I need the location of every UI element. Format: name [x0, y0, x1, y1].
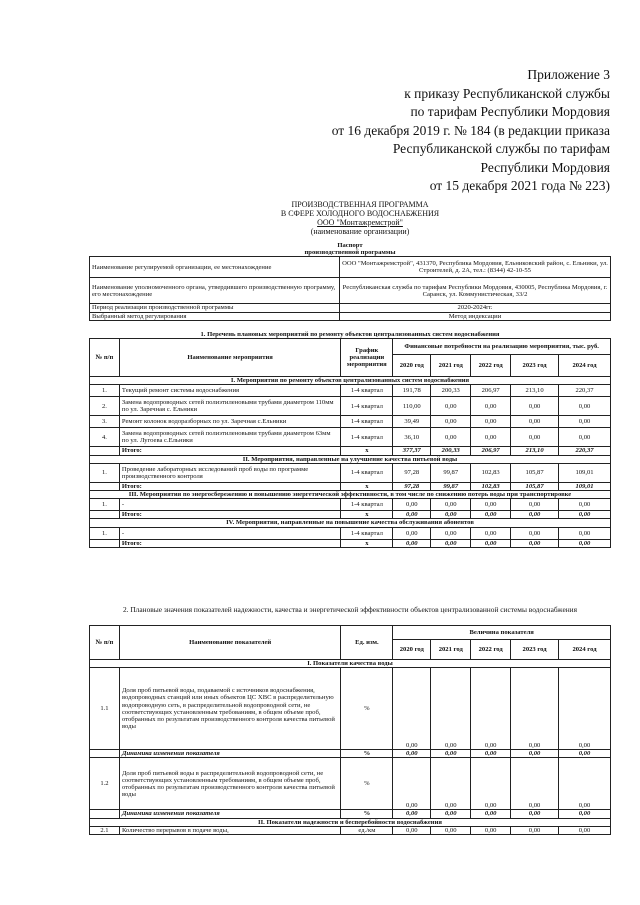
passport-value: Республиканская служба по тарифам Республики Мордовия, 430005, Республика Мордовия, г. Саранск, ул. Коммунистическая, 33/2: [340, 278, 611, 304]
total-row: [90, 539, 611, 547]
indicators-table: [89, 625, 611, 835]
value-cell: 0,00: [559, 668, 611, 750]
value-cell: 102,83: [471, 463, 511, 482]
schedule-cell: х: [341, 539, 393, 547]
row-num: 1.: [90, 499, 120, 511]
appendix-header: [250, 66, 610, 196]
year-header: 2020 год: [393, 355, 431, 377]
schedule-cell: х: [341, 447, 393, 455]
value-cell: 0,00: [511, 668, 559, 750]
empty-cell: [90, 810, 120, 818]
dynamics-cell: 0,00: [431, 810, 471, 818]
value-cell: 0,00: [559, 826, 611, 834]
schedule-cell: 1-4 квартал: [341, 385, 393, 397]
schedule-cell: 1-4 квартал: [341, 499, 393, 511]
total-value: 0,00: [559, 511, 611, 519]
value-cell: 39,49: [393, 416, 431, 428]
value-cell: 0,00: [393, 826, 431, 834]
value-cell: 0,00: [471, 428, 511, 447]
appendix-line: к приказу Республиканской службы: [404, 85, 610, 101]
program-title: ПРОИЗВОДСТВЕННАЯ ПРОГРАММА: [291, 200, 429, 209]
year-header: 2021 год: [431, 640, 471, 660]
row-num: 1.: [90, 527, 120, 539]
total-label: Итого:: [119, 482, 340, 490]
dynamics-label: Динамика изменения показателя: [119, 750, 341, 758]
row-num: 1.1: [90, 668, 120, 750]
value-cell: 0,00: [431, 397, 471, 416]
col-finance-header: Финансовые потребности на реализацию мероприятия, тыс. руб.: [393, 339, 611, 355]
section-1-title: 1. Перечень плановых мероприятий по ремонту объектов централизованных систем водоснабжения: [90, 331, 611, 339]
value-cell: 191,78: [393, 385, 431, 397]
appendix-line: Приложение 3: [527, 67, 610, 82]
value-cell: 0,00: [559, 428, 611, 447]
col-num-header: № п/п: [90, 339, 120, 377]
value-cell: 0,00: [511, 416, 559, 428]
group-title: IV. Мероприятия, направленные на повышение качества обслуживания абонентов: [90, 519, 611, 527]
total-label: Итого:: [119, 511, 340, 519]
table-row: [90, 397, 611, 416]
value-cell: 0,00: [471, 758, 511, 810]
total-value: 102,83: [471, 482, 511, 490]
passport-label: Наименование регулируемой организации, ее местонахождение: [90, 257, 340, 278]
total-value: 0,00: [471, 539, 511, 547]
year-header: 2022 год: [471, 355, 511, 377]
passport-table: [89, 242, 611, 321]
value-cell: 0,00: [431, 527, 471, 539]
measure-name: -: [119, 527, 340, 539]
total-value: 0,00: [431, 539, 471, 547]
passport-title: Паспорт: [337, 242, 363, 249]
group-title: I. Показатели качества воды: [90, 660, 611, 668]
row-num: 2.: [90, 397, 120, 416]
col-name-header: Наименование мероприятия: [119, 339, 340, 377]
schedule-cell: х: [341, 482, 393, 490]
appendix-line: от 16 декабря 2019 г. № 184 (в редакции приказа: [331, 122, 610, 138]
table-row: [90, 416, 611, 428]
table-row: [90, 527, 611, 539]
program-subtitle: В СФЕРЕ ХОЛОДНОГО ВОДОСНАБЖЕНИЯ: [280, 209, 440, 218]
schedule-cell: 1-4 квартал: [341, 428, 393, 447]
col-num-header: № п/п: [90, 626, 120, 660]
dynamics-unit: %: [341, 750, 393, 758]
measure-name: Текущий ремонт системы водоснабжения: [119, 385, 340, 397]
row-num: 4.: [90, 428, 120, 447]
year-header: 2023 год: [511, 640, 559, 660]
passport-label: Наименование уполномоченного органа, утвердившего производственную программу, его местонахождение: [90, 278, 340, 304]
value-cell: 0,00: [559, 527, 611, 539]
value-cell: 99,87: [431, 463, 471, 482]
row-num: 1.2: [90, 758, 120, 810]
total-row: [90, 482, 611, 490]
col-name-header: Наименование показателей: [119, 626, 341, 660]
value-cell: 0,00: [511, 428, 559, 447]
value-cell: 0,00: [511, 397, 559, 416]
value-cell: 0,00: [471, 416, 511, 428]
total-row: [90, 447, 611, 455]
measure-name: Проведение лабораторных исследований проб воды по программе производственного контроля: [119, 463, 340, 482]
dynamics-cell: 0,00: [559, 750, 611, 758]
measures-table: [89, 331, 611, 548]
value-cell: 0,00: [431, 758, 471, 810]
value-cell: 0,00: [431, 826, 471, 834]
value-cell: 0,00: [471, 826, 511, 834]
value-cell: 110,00: [393, 397, 431, 416]
organization-caption: (наименование организации): [310, 227, 410, 236]
appendix-line: Республики Мордовия: [480, 159, 610, 175]
indicator-name: Доля проб питьевой воды, подаваемой с источников водоснабжения, водопроводных станций или иных объектов ЦС ХВС в распределительную водопроводную сеть, в распределительной водопроводной сети, не соответствующих установленным требованиям, в общем объеме проб, отобранных по результатам производственного контроля качества питьевой воды: [119, 668, 341, 750]
dynamics-cell: 0,00: [431, 750, 471, 758]
empty-cell: [90, 539, 120, 547]
value-cell: 105,87: [511, 463, 559, 482]
dynamics-cell: 0,00: [511, 810, 559, 818]
total-value: 0,00: [471, 511, 511, 519]
table-row: [90, 428, 611, 447]
col-value-header: Величина показателя: [393, 626, 611, 640]
indicator-unit: %: [341, 668, 393, 750]
dynamics-label: Динамика изменения показателя: [119, 810, 341, 818]
indicator-name: Доля проб питьевой воды в распределительной водопроводной сети, не соответствующих установленным требованиям, в общем объеме проб, отобранных по результатам производственного контроля качества питьевой воды: [119, 758, 341, 810]
row-num: 1.: [90, 385, 120, 397]
table-row: [90, 385, 611, 397]
group-title: II. Показатели надежности и бесперебойности водоснабжения: [90, 818, 611, 826]
dynamics-cell: 0,00: [511, 750, 559, 758]
total-value: 109,01: [559, 482, 611, 490]
year-header: 2024 год: [559, 640, 611, 660]
appendix-line: от 15 декабря 2021 года № 223): [429, 178, 610, 193]
program-header: [40, 200, 640, 236]
schedule-cell: 1-4 квартал: [341, 527, 393, 539]
value-cell: 0,00: [471, 668, 511, 750]
value-cell: 220,37: [559, 385, 611, 397]
year-header: 2024 год: [559, 355, 611, 377]
value-cell: 0,00: [511, 826, 559, 834]
total-value: 105,87: [511, 482, 559, 490]
value-cell: 0,00: [393, 668, 431, 750]
total-value: 0,00: [393, 539, 431, 547]
dynamics-unit: %: [341, 810, 393, 818]
value-cell: 97,28: [393, 463, 431, 482]
indicator-unit: ед./км: [341, 826, 393, 834]
total-value: 0,00: [393, 511, 431, 519]
measure-name: -: [119, 499, 340, 511]
year-header: 2021 год: [431, 355, 471, 377]
measure-name: Замена водопроводных сетей полиэтиленовыми трубами диаметром 63мм по ул. Лугоева с.Ельники: [119, 428, 340, 447]
row-num: 1.: [90, 463, 120, 482]
value-cell: 0,00: [431, 499, 471, 511]
group-title: I. Мероприятия по ремонту объектов централизованных систем водоснабжения: [90, 377, 611, 385]
empty-cell: [90, 750, 120, 758]
value-cell: 0,00: [393, 758, 431, 810]
total-value: 0,00: [431, 511, 471, 519]
dynamics-cell: 0,00: [559, 810, 611, 818]
total-value: 0,00: [559, 539, 611, 547]
schedule-cell: 1-4 квартал: [341, 397, 393, 416]
value-cell: 0,00: [471, 499, 511, 511]
total-row: [90, 511, 611, 519]
value-cell: 0,00: [393, 527, 431, 539]
measure-name: Ремонт колонок водоразборных по ул. Заречная с.Ельники: [119, 416, 340, 428]
measure-name: Замена водопроводных сетей полиэтиленовыми трубами диаметром 110мм по ул. Заречная с. Ельники: [119, 397, 340, 416]
passport-value: Метод индексации: [340, 312, 611, 320]
passport-value: ООО "Монтажремстрой", 431370, Республика Мордовия, Ельниковский район, с. Ельники, ул. Строителей, д. 2А, тел.: (8344) 42-10-55: [340, 257, 611, 278]
value-cell: 0,00: [431, 416, 471, 428]
row-num: 2.1: [90, 826, 120, 834]
value-cell: 0,00: [431, 668, 471, 750]
total-value: 0,00: [511, 511, 559, 519]
passport-subtitle: производственной программы: [90, 249, 611, 257]
schedule-cell: 1-4 квартал: [341, 463, 393, 482]
group-title: III. Мероприятия по энергосбережению и повышению энергетической эффективности, в том числе по снижению потерь воды при транспортировке: [90, 491, 611, 499]
value-cell: 213,10: [511, 385, 559, 397]
value-cell: 0,00: [559, 416, 611, 428]
row-num: 3.: [90, 416, 120, 428]
dynamics-cell: 0,00: [471, 810, 511, 818]
dynamics-cell: 0,00: [393, 750, 431, 758]
total-label: Итого:: [119, 447, 340, 455]
total-value: 206,97: [471, 447, 511, 455]
value-cell: 0,00: [511, 527, 559, 539]
col-schedule-header: График реализации мероприятия: [341, 339, 393, 377]
empty-cell: [90, 511, 120, 519]
indicator-unit: %: [341, 758, 393, 810]
value-cell: 109,01: [559, 463, 611, 482]
year-header: 2022 год: [471, 640, 511, 660]
passport-label: Выбранный метод регулирования: [90, 312, 340, 320]
section-2-title: 2. Плановые значения показателей надежности, качества и энергетической эффективности объектов централизованной системы водоснабжения: [122, 605, 578, 614]
value-cell: 200,33: [431, 385, 471, 397]
indicator-name: Количество перерывов в подаче воды,: [119, 826, 341, 834]
col-unit-header: Ед. изм.: [341, 626, 393, 660]
year-header: 2020 год: [393, 640, 431, 660]
passport-value: 2020-2024гг.: [340, 304, 611, 312]
total-value: 0,00: [511, 539, 559, 547]
year-header: 2023 год: [511, 355, 559, 377]
value-cell: 0,00: [393, 499, 431, 511]
organization-name: ООО "Монтажремстрой": [317, 218, 403, 227]
measures-body: [90, 377, 611, 548]
appendix-line: Республиканской службы по тарифам: [392, 141, 610, 156]
group-title: II. Мероприятия, направленные на улучшение качества питьевой воды: [90, 455, 611, 463]
value-cell: 0,00: [431, 428, 471, 447]
value-cell: 0,00: [511, 758, 559, 810]
total-value: 99,87: [431, 482, 471, 490]
value-cell: 206,97: [471, 385, 511, 397]
dynamics-cell: 0,00: [471, 750, 511, 758]
dynamics-cell: 0,00: [393, 810, 431, 818]
value-cell: 0,00: [471, 527, 511, 539]
schedule-cell: х: [341, 511, 393, 519]
table-row: [90, 499, 611, 511]
schedule-cell: 1-4 квартал: [341, 416, 393, 428]
total-value: 97,28: [393, 482, 431, 490]
value-cell: 0,00: [559, 758, 611, 810]
empty-cell: [90, 447, 120, 455]
empty-cell: [90, 482, 120, 490]
total-label: Итого:: [119, 539, 340, 547]
appendix-line: по тарифам Республики Мордовия: [410, 104, 610, 119]
total-value: 377,37: [393, 447, 431, 455]
total-value: 220,37: [559, 447, 611, 455]
value-cell: 0,00: [559, 499, 611, 511]
total-value: 200,33: [431, 447, 471, 455]
table-row: [90, 463, 611, 482]
value-cell: 0,00: [471, 397, 511, 416]
total-value: 213,10: [511, 447, 559, 455]
value-cell: 0,00: [511, 499, 559, 511]
passport-label: Период реализации производственной программы: [90, 304, 340, 312]
value-cell: 36,10: [393, 428, 431, 447]
value-cell: 0,00: [559, 397, 611, 416]
